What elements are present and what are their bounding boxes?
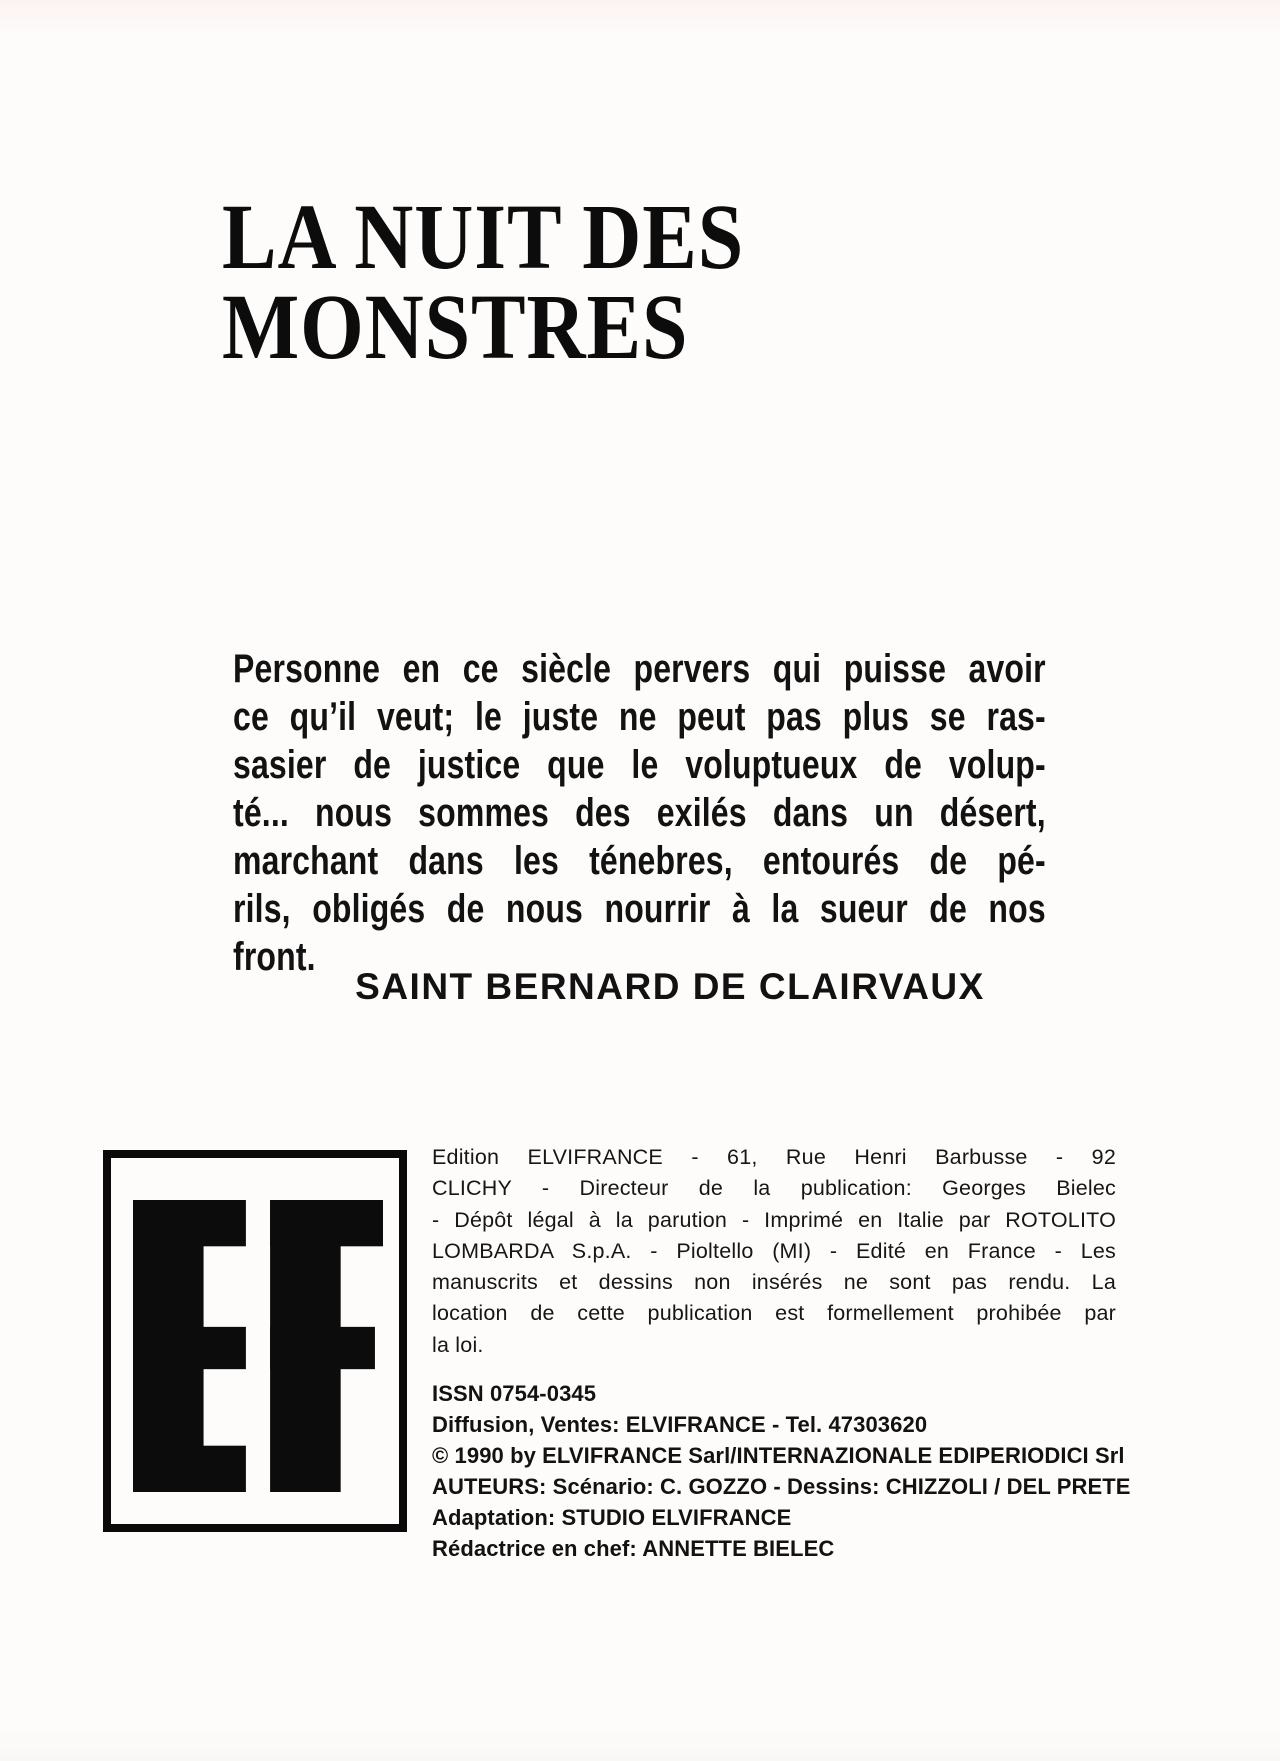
ef-logo-text — [111, 1158, 112, 1159]
credits-block — [432, 1378, 1162, 1564]
quote-line: sasier de justice que le voluptueux de volup- — [233, 743, 1046, 787]
credits-line: AUTEURS: Scénario: C. GOZZO - Dessins: CHIZZOLI / DEL PRETE — [432, 1474, 1131, 1499]
credits-line: Diffusion, Ventes: ELVIFRANCE - Tel. 47303620 — [432, 1412, 928, 1437]
credits-line: Adaptation: STUDIO ELVIFRANCE — [432, 1505, 792, 1530]
book-title-line-1: LA NUIT DES — [222, 186, 745, 289]
quote-line: té... nous sommes des exilés dans un désert, — [233, 791, 1046, 835]
publisher-info-line: LOMBARDA S.p.A. - Pioltello (MI) - Edité en France - Les — [432, 1238, 1116, 1263]
publisher-info-line: la loi. — [432, 1332, 484, 1357]
quote-line: ce qu’il veut; le juste ne peut pas plus se ras- — [233, 695, 1046, 739]
quote-line: marchant dans les ténebres, entourés de pé- — [233, 839, 1046, 883]
book-title — [222, 186, 745, 379]
book-title-line-2: MONSTRES — [222, 276, 689, 379]
quote-line: front. — [233, 935, 316, 979]
issn-line: ISSN 0754-0345 — [432, 1381, 597, 1406]
credits-line: © 1990 by ELVIFRANCE Sarl/INTERNAZIONALE EDIPERIODICI Srl — [432, 1443, 1125, 1468]
publisher-info-line: CLICHY - Directeur de la publication: Georges Bielec — [432, 1176, 1116, 1201]
quote-attribution: SAINT BERNARD DE CLAIRVAUX — [355, 966, 985, 1007]
publisher-info-line: - Dépôt légal à la parution - Imprimé en Italie par ROTOLITO — [432, 1207, 1116, 1232]
quote-line: rils, obligés de nous nourrir à la sueur de nos — [233, 887, 1046, 931]
publisher-info-line: location de cette publication est formellement prohibée par — [432, 1301, 1116, 1326]
publisher-info-paragraph — [432, 1142, 1116, 1361]
ef-logo-glyph — [133, 1200, 383, 1492]
elvifrance-ef-logo — [103, 1150, 407, 1532]
epigraph-quote — [233, 645, 1046, 981]
quote-line: Personne en ce siècle pervers qui puisse avoir — [233, 647, 1046, 691]
publisher-info-line: manuscrits et dessins non insérés ne sont pas rendu. La — [432, 1270, 1116, 1295]
credits-line: Rédactrice en chef: ANNETTE BIELEC — [432, 1536, 835, 1561]
publisher-info-line: Edition ELVIFRANCE - 61, Rue Henri Barbusse - 92 — [432, 1145, 1116, 1169]
